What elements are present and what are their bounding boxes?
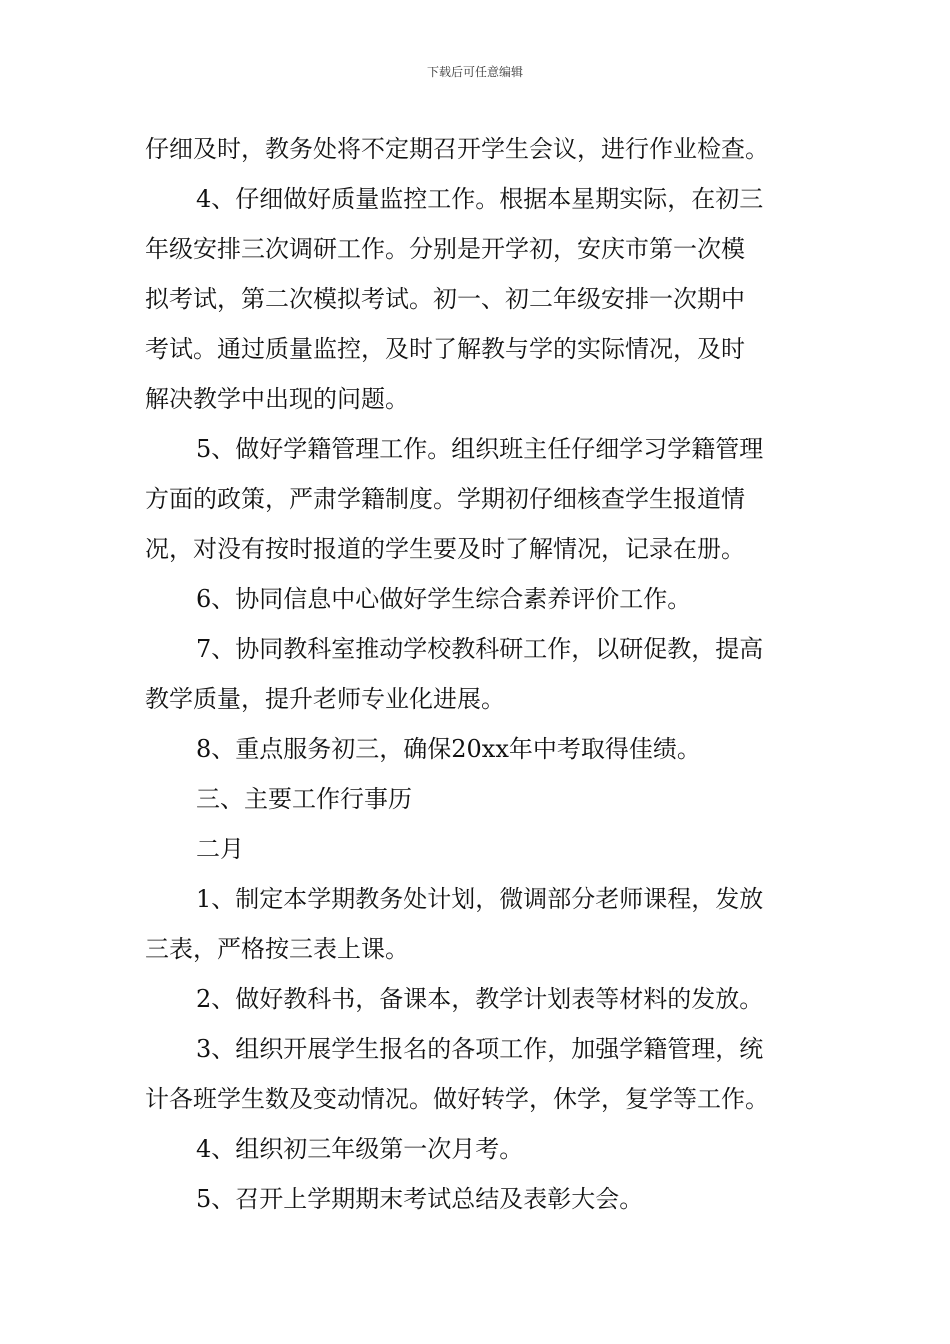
text-line: 5、召开上学期期末考试总结及表彰大会。	[196, 1185, 644, 1213]
page-header: 下载后可任意编辑	[426, 65, 523, 79]
text-line: 方面的政策，严肃学籍制度。学期初仔细核查学生报道情	[145, 485, 745, 513]
text-line: 4、仔细做好质量监控工作。根据本星期实际，在初三	[196, 185, 764, 213]
text-line: 教学质量，提升老师专业化进展。	[145, 685, 505, 713]
text-line: 1、制定本学期教务处计划，微调部分老师课程，发放	[196, 885, 764, 913]
text-line: 6、协同信息中心做好学生综合素养评价工作。	[196, 585, 692, 613]
text-line: 年级安排三次调研工作。分别是开学初，安庆市第一次模	[145, 235, 745, 263]
text-line: 3、组织开展学生报名的各项工作，加强学籍管理，统	[196, 1035, 764, 1063]
text-line: 8、重点服务初三，确保20xx年中考取得佳绩。	[196, 735, 701, 763]
text-line: 2、做好教科书，备课本，教学计划表等材料的发放。	[196, 985, 764, 1013]
text-line: 计各班学生数及变动情况。做好转学，休学，复学等工作。	[145, 1085, 769, 1113]
text-line: 解决教学中出现的问题。	[145, 385, 409, 413]
section-heading: 三、主要工作行事历	[196, 785, 412, 813]
text-line: 5、做好学籍管理工作。组织班主任仔细学习学籍管理	[196, 435, 764, 463]
document-body	[145, 124, 815, 1224]
text-line: 拟考试，第二次模拟考试。初一、初二年级安排一次期中	[145, 285, 745, 313]
text-line: 仔细及时，教务处将不定期召开学生会议，进行作业检查。	[145, 135, 769, 163]
text-line: 况，对没有按时报道的学生要及时了解情况，记录在册。	[145, 535, 745, 563]
month-heading: 二月	[196, 835, 244, 863]
text-line: 7、协同教科室推动学校教科研工作，以研促教，提高	[196, 635, 764, 663]
text-line: 三表，严格按三表上课。	[145, 935, 409, 963]
text-line: 4、组织初三年级第一次月考。	[196, 1135, 524, 1163]
text-line: 考试。通过质量监控，及时了解教与学的实际情况，及时	[145, 335, 745, 363]
